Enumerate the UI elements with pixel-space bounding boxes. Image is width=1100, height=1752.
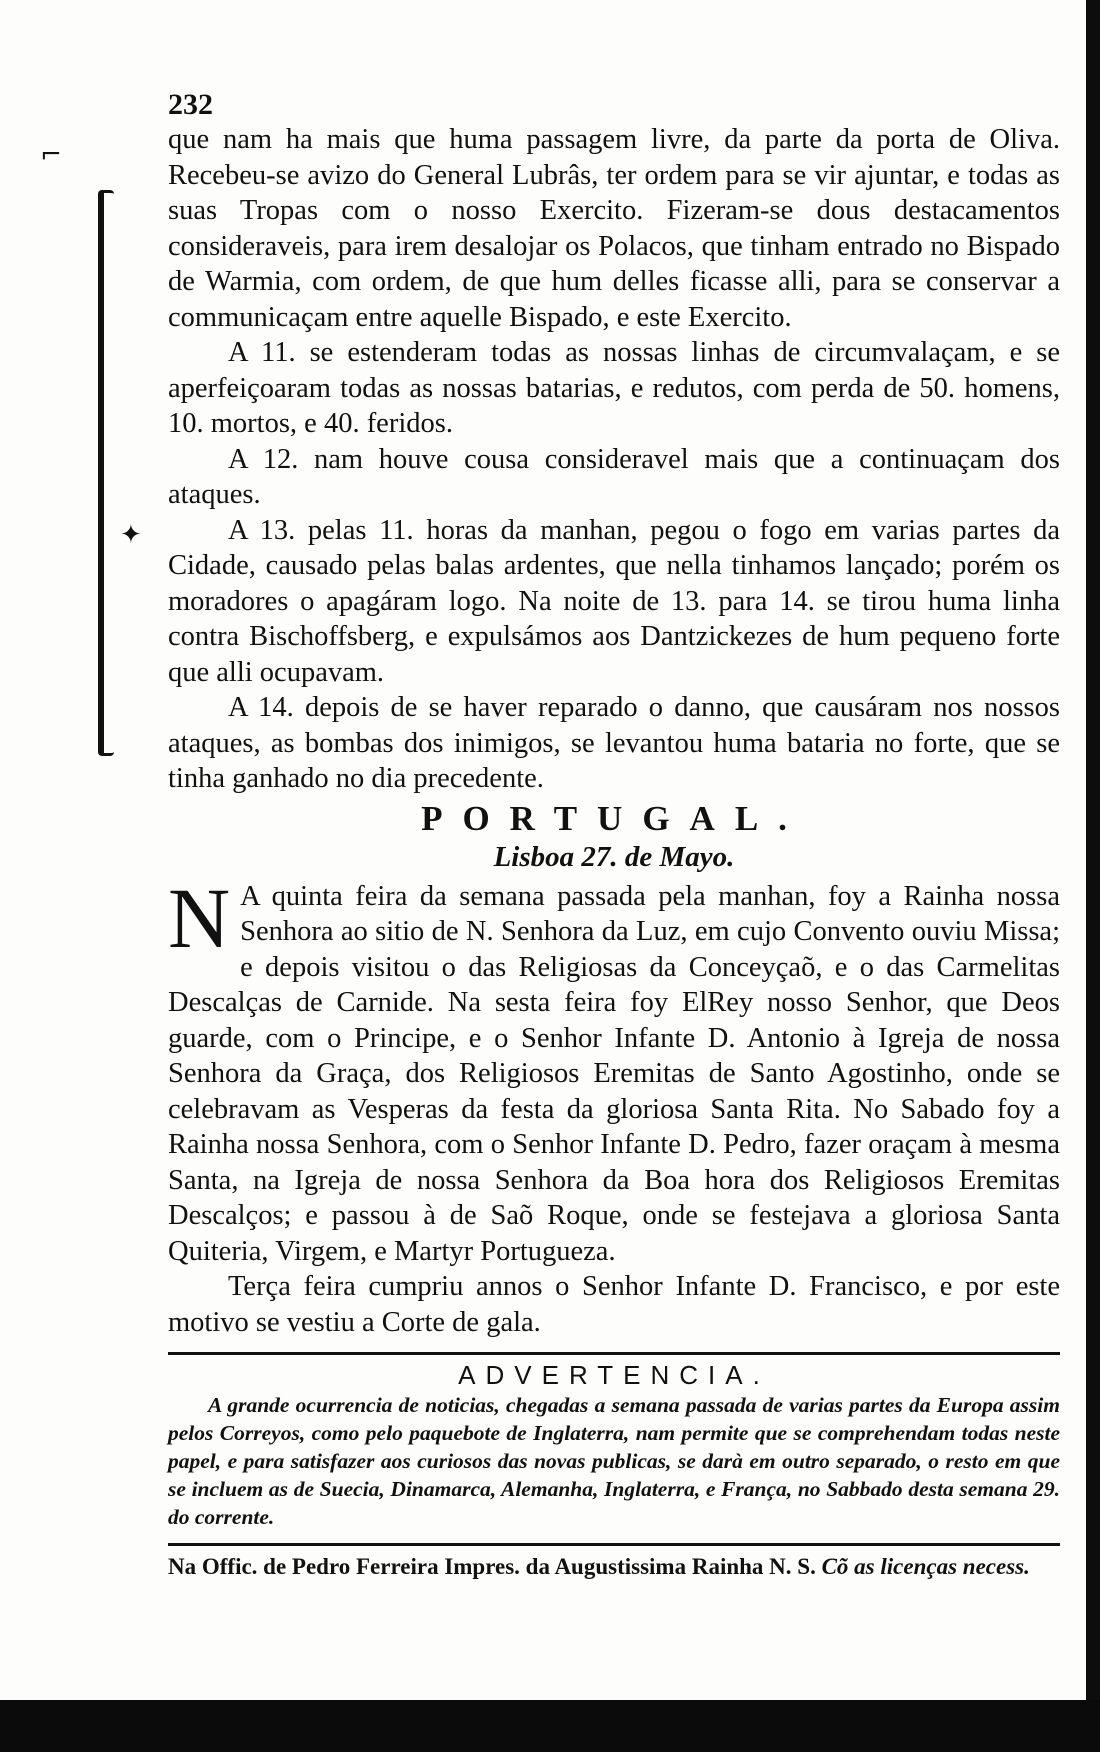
margin-ink-mark: ⌐ — [40, 140, 62, 170]
page-bottom-shadow — [0, 1700, 1100, 1752]
page-number: 232 — [168, 88, 213, 121]
text-column — [168, 88, 1060, 1582]
section-heading: PORTUGAL. — [421, 798, 807, 838]
paragraph-day-11: A 11. se estenderam todas as nossas linhas de circumvalaçam, e se aperfeiçoaram todas as nossas batarias, e redutos, com perda de 50. homens, 10. mortos, e 40. feridos. — [168, 337, 1060, 439]
dateline: Lisboa 27. de Mayo. — [493, 840, 735, 873]
advertencia-text: A grande ocurrencia de noticias, chegadas a semana passada de varias partes da Europa assim pelos Correyos, como pelo paquebote de Inglaterra, nam permite que se comprehendam todas neste papel, e para satisfazer aos curiosos das novas publicas, se darà em outro separado, o resto em que se incluem as de Suecia, Dinamarca, Alemanha, Inglaterra, e França, no Sabbado desta semana 29. do corrente. — [168, 1393, 1060, 1529]
imprint-line — [168, 1552, 1060, 1582]
imprint-license: Cõ as licenças necess. — [821, 1554, 1030, 1579]
paragraph-day-14: A 14. depois de se haver reparado o danno, que causáram nos nossos ataques, as bombas dos inimigos, se levantou huma bataria no forte, que se tinha ganhado no dia precedente. — [168, 692, 1060, 794]
paragraph-portugal-2: Terça feira cumpriu annos o Senhor Infante D. Francisco, e por este motivo se vestiu a Corte de gala. — [168, 1271, 1060, 1338]
paragraph-day-13: A 13. pelas 11. horas da manhan, pegou o fogo em varias partes da Cidade, causado pelas balas ardentes, que nella tinhamos lançado; porém os moradores o apagáram logo. Na noite de 13. para 14. se tirou huma linha contra Bischoffsberg, e expulsámos aos Dantzickezes de hum pequeno forte que alli ocupavam. — [168, 514, 1060, 688]
paragraph-portugal-1 — [168, 869, 1060, 1270]
paragraph-oliva: que nam ha mais que huma passagem livre, da parte da porta de Oliva. Recebeu-se avizo do General Lubrâs, ter ordem para se vir ajuntar, e todas as suas Tropas com o nosso Exercito. Fizeram-se dous destacamentos consideraveis, para irem desalojar os Polacos, que tinham entrado no Bispado de Warmia, com ordem, de que hum delles ficasse alli, para se conservar a communicaçam entre aquelle Bispado, e este Exercito. — [168, 124, 1060, 333]
paragraph-portugal-1-text: A quinta feira da semana passada pela manhan, foy a Rainha nossa Senhora ao sitio de N. Senhora da Luz, em cujo Convento ouviu Missa; e depois visitou o das Religiosas da Conceyçaõ, e o das Carmelitas Descalças de Carnide. Na sesta feira foy ElRey nosso Senhor, que Deos guarde, com o Principe, e o Senhor Infante D. Antonio à Igreja de nossa Senhora da Graça, dos Religiosos Eremitas de Santo Agostinho, onde se celebravam as Vesperas da festa da gloriosa Santa Rita. No Sabado foy a Rainha nossa Senhora, com o Senhor Infante D. Pedro, fazer oraçam à mesma Santa, na Igreja de nossa Senhora da Boa hora dos Religiosos Eremitas Descalços; e passou à de Saõ Roque, onde se festejava a gloriosa Santa Quiteria, Virgem, e Martyr Portugueza. — [168, 880, 1060, 1267]
margin-pointer-mark: ✦ — [120, 520, 142, 550]
paragraph-day-12: A 12. nam houve cousa consideravel mais que a continuaçam dos ataques. — [168, 443, 1060, 510]
advertencia-title: ADVERTENCIA. — [458, 1360, 770, 1390]
divider-rule-bottom — [168, 1543, 1060, 1546]
imprint-text: Na Offic. de Pedro Ferreira Impres. da Augustissima Rainha N. S. — [168, 1554, 816, 1579]
drop-cap: N — [168, 869, 231, 966]
margin-bracket-mark — [98, 190, 114, 756]
divider-rule — [168, 1352, 1060, 1355]
page-right-shadow — [1086, 0, 1100, 1700]
